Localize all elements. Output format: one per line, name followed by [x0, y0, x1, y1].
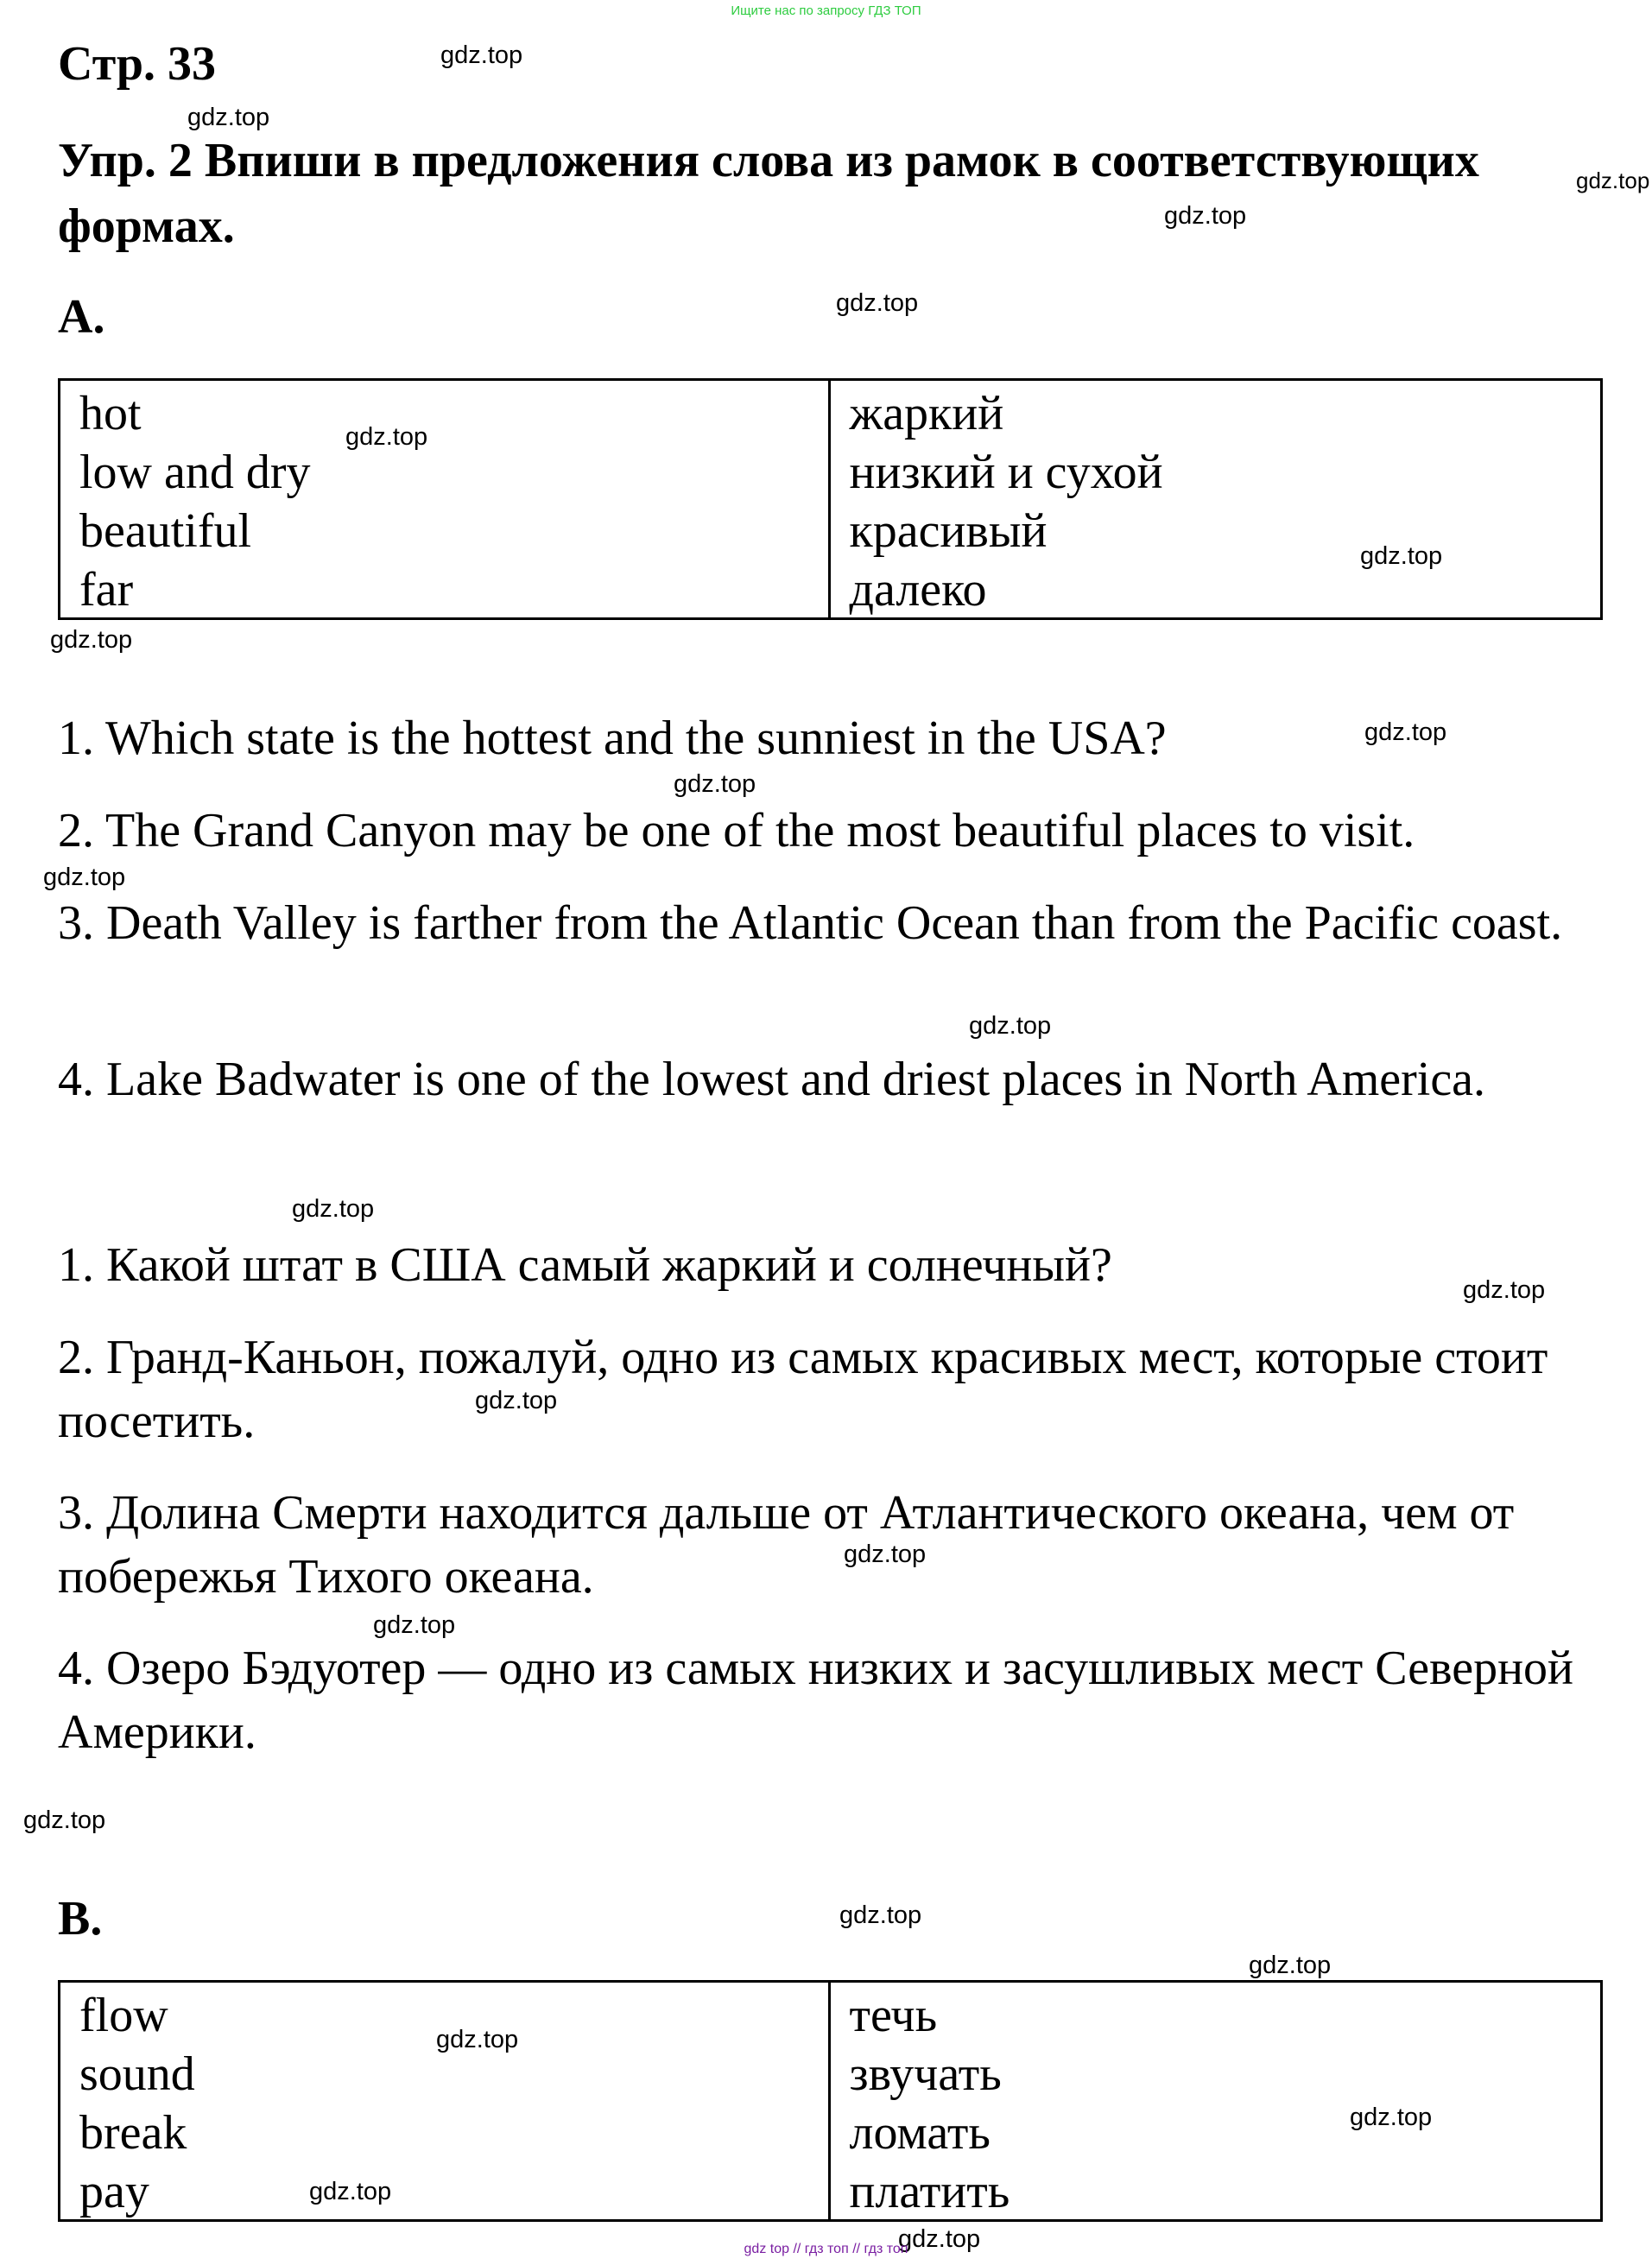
word-item: break [79, 2106, 187, 2160]
word-item: красивый [849, 504, 1048, 558]
word-item: hot [79, 387, 142, 440]
watermark: gdz.top [43, 864, 126, 891]
watermark: gdz.top [844, 1541, 927, 1568]
watermark: gdz.top [475, 1387, 558, 1414]
section-b-russian-words [831, 1983, 1601, 2219]
watermark: gdz.top [50, 626, 133, 654]
section-a-english-words [60, 381, 831, 617]
russian-sentence: 2. Гранд-Каньон, пожалуй, одно из самых красивых мест, которые стоит посетить. [58, 1331, 1548, 1448]
english-sentence: 1. Which state is the hottest and the sunniest in the USA? [58, 712, 1167, 765]
english-sentence: 3. Death Valley is farther from the Atlantic Ocean than from the Pacific coast. [58, 896, 1563, 950]
word-item: sound [79, 2047, 195, 2101]
watermark: gdz.top [836, 289, 919, 317]
watermark: gdz.top [1463, 1276, 1546, 1304]
watermark: gdz.top [292, 1195, 375, 1223]
word-item: платить [849, 2165, 1010, 2218]
word-item: ломать [849, 2106, 991, 2160]
footer: gdz top // гдз топ // гдз топ [744, 2242, 908, 2256]
section-b-label: B. [58, 1892, 103, 1945]
page-title: Стр. 33 [58, 37, 217, 91]
word-item: flow [79, 1989, 168, 2042]
watermark: gdz.top [187, 104, 270, 131]
watermark: gdz.top [674, 770, 756, 798]
watermark: gdz.top [1364, 718, 1447, 746]
section-b-word-box [58, 1980, 1603, 2222]
russian-sentence: 1. Какой штат в США самый жаркий и солнечный? [58, 1238, 1112, 1292]
russian-sentence: 4. Озеро Бэдуотер — одно из самых низких и засушливых мест Северной Америки. [58, 1642, 1574, 1759]
watermark: gdz.top [1360, 542, 1443, 570]
watermark: gdz.top [898, 2225, 981, 2253]
word-item: low and dry [79, 446, 311, 499]
watermark: gdz.top [345, 423, 428, 451]
watermark: gdz.top [1576, 168, 1650, 193]
english-sentence: 4. Lake Badwater is one of the lowest and driest places in North America. [58, 1053, 1486, 1106]
watermark: gdz.top [1164, 202, 1247, 230]
word-item: звучать [849, 2047, 1002, 2101]
top-banner: Ищите нас по запросу ГДЗ ТОП [731, 3, 921, 18]
word-item: течь [849, 1989, 938, 2042]
watermark: gdz.top [969, 1012, 1052, 1040]
watermark: gdz.top [309, 2178, 392, 2205]
watermark: gdz.top [839, 1901, 922, 1929]
word-item: жаркий [849, 387, 1004, 440]
task-title: Упр. 2 Впиши в предложения слова из рамок в соответствующих формах. [58, 134, 1479, 253]
word-item: pay [79, 2165, 149, 2218]
word-item: beautiful [79, 504, 252, 558]
russian-sentence: 3. Долина Смерти находится дальше от Атлантического океана, чем от побережья Тихого океана. [58, 1486, 1515, 1604]
word-item: низкий и сухой [849, 446, 1163, 499]
word-item: far [79, 563, 134, 617]
watermark: gdz.top [23, 1806, 106, 1834]
word-item: далеко [849, 563, 987, 617]
section-b-english-words [60, 1983, 831, 2219]
watermark: gdz.top [440, 41, 523, 69]
english-sentence: 2. The Grand Canyon may be one of the most beautiful places to visit. [58, 804, 1415, 857]
section-a-label: A. [58, 290, 105, 344]
section-a-word-box [58, 378, 1603, 620]
watermark: gdz.top [1249, 1952, 1332, 1979]
watermark: gdz.top [436, 2026, 519, 2053]
watermark: gdz.top [373, 1611, 456, 1639]
section-a-russian-words [831, 381, 1601, 617]
watermark: gdz.top [1350, 2104, 1433, 2131]
